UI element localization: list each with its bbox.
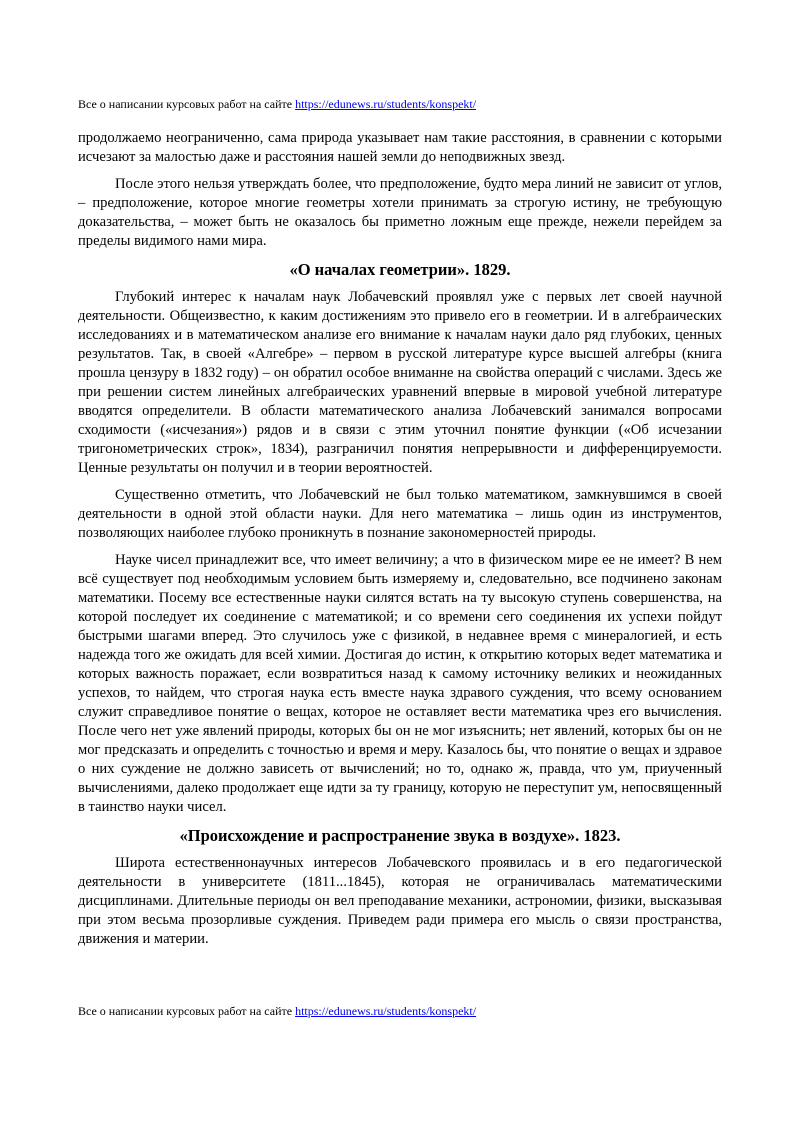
footer-link[interactable]: https://edunews.ru/students/konspekt/ — [295, 1004, 477, 1018]
paragraph: Науке чисел принадлежит все, что имеет величину; а что в физическом мире ее не имеет? В нем всё существует под необходимым условием быть измеряему и, следовательно, все подчинено законам математики. Посему все естественные науки силятся встать на ту высокую ступень совершенства, на которой последует их соединение с математикой; и со времени сего соединения их успехи пойдут быстрыми шагами вперед. Это случилось уже с физикой, в недавнее время с минералогией, и есть надежда того же ожидать для всей химии. Достигая до истин, к открытию которых ведет математика и которых важность поражает, если возвратиться назад к самому источнику великих и неожиданных успехов, то найдем, что строгая наука есть вместе наука здравого суждения, что всему основанием служит справедливое понятие о вещах, которое не оставляет вести математика чрез его вычисления. После чего нет уже явлений природы, которых бы он не мог изъяснить; нет явлений, которых бы он не мог предсказать и определить с точностью и время и меру. Казалось бы, что понятие о вещах и здравое о них суждение не должно зависеть от вычислений; но то, однако ж, правда, что ум, приученный вычислениями, далеко продолжает еще идти за ту границу, которую не переступит ум, непосвященный в таинство науки чисел. — [78, 552, 722, 815]
paragraph-continuation: продолжаемо неограниченно, сама природа указывает нам такие расстояния, в сравнении с которыми исчезают за малостью даже и расстояния нашей земли до неподвижных звезд. — [78, 130, 722, 165]
paragraph: Глубокий интерес к началам наук Лобачевский проявлял уже с первых лет своей научной деятельности. Общеизвестно, к каким достижениям это привело его в геометрии. И в алгебраических исследованиях и в математическом анализе его внимание к началам науки дало ряд глубоких, ценных результатов. Так, в своей «Алгебре» – первом в русской литературе курсе высшей алгебры (книга прошла цензуру в 1832 году) – он обратил особое вниманне на свойства операций с числами. Здесь же при решении систем линейных алгебраических уравнений впервые в мировой учебной литературе вводятся определители. В области математического анализа Лобачевский занимался вопросами сходимости («исчезания») рядов и в связи с этим уточнил понятие функции («Об исчезании тригонометрических строк», 1834), разграничил понятия непрерывности и дифференцируемости. Ценные результаты он получил и в теории вероятностей. — [78, 289, 722, 476]
page-footer — [78, 1003, 722, 1019]
paragraph: Широта естественнонаучных интересов Лобачевского проявилась и в его педагогической деятельности в университете (1811...1845), которая не ограничивалась математическими дисциплинами. Длительные периоды он вел преподавание механики, астрономии, физики, высказывая при этом весьма прозорливые суждения. Приведем ради примера его мысль о связи пространства, движения и материи. — [78, 855, 722, 947]
page-header — [78, 96, 722, 112]
paragraph: После этого нельзя утверждать более, что предположение, будто мера линий не зависит от углов, – предположение, которое многие геометры хотели принимать за строгую истину, не требующую доказательства, – может быть не оказалось бы приметно ложным еще прежде, нежели перейдем за пределы видимого нами мира. — [78, 176, 722, 249]
header-text: Все о написании курсовых работ на сайте — [78, 97, 296, 111]
section-title: «Происхождение и распространение звука в воздухе». 1823. — [179, 826, 621, 845]
header-link[interactable]: https://edunews.ru/students/konspekt/ — [295, 97, 477, 111]
paragraph: Существенно отметить, что Лобачевский не был только математиком, замкнувшимся в своей деятельности в одной этой области науки. Для него математика – лишь один из инструментов, позволяющих наиболее глубоко проникнуть в познание закономерностей природы. — [78, 487, 722, 541]
main-content — [78, 129, 722, 957]
section-title: «О началах геометрии». 1829. — [289, 260, 511, 279]
footer-text: Все о написании курсовых работ на сайте — [78, 1004, 296, 1018]
